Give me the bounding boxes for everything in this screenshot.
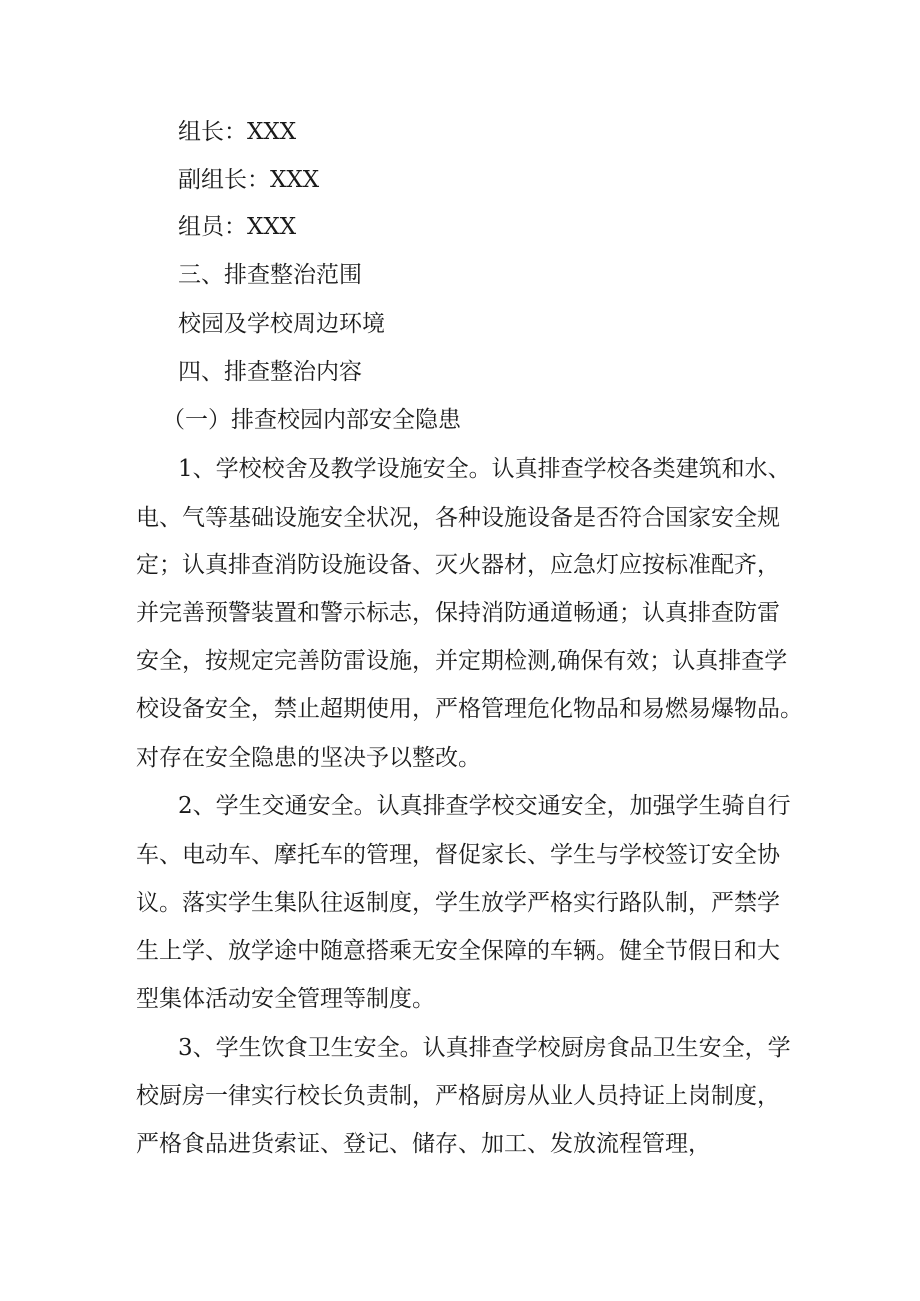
paragraph-1-line-4: 并完善预警装置和警示标志，保持消防通道畅通；认真排查防雷 [136, 600, 780, 626]
section-heading-scope: 三、排查整治范围 [178, 262, 362, 288]
paragraph-1-line-5: 安全，按规定完善防雷设施，并定期检测,确保有效；认真排查学 [136, 648, 788, 674]
team-leader-line: 组长：XXX [178, 119, 297, 145]
paragraph-1-line-2: 电、气等基础设施安全状况，各种设施设备是否符合国家安全规 [136, 505, 780, 531]
paragraph-3-line-2: 校厨房一律实行校长负责制，严格厨房从业人员持证上岗制度， [136, 1083, 780, 1109]
paragraph-3-line-1: 3、学生饮食卫生安全。认真排查学校厨房食品卫生安全，学 [178, 1035, 791, 1061]
subsection-heading-campus: （一）排查校园内部安全隐患 [162, 407, 461, 433]
scope-text: 校园及学校周边环境 [178, 311, 385, 337]
paragraph-1-line-7: 对存在安全隐患的坚决予以整改。 [136, 745, 481, 771]
paragraph-2-line-2: 车、电动车、摩托车的管理，督促家长、学生与学校签订安全协 [136, 842, 780, 868]
paragraph-2-line-1: 2、学生交通安全。认真排查学校交通安全，加强学生骑自行 [178, 793, 791, 819]
deputy-leader-line: 副组长：XXX [178, 167, 320, 193]
team-member-line: 组员：XXX [178, 214, 297, 240]
section-heading-content: 四、排查整治内容 [178, 359, 362, 385]
paragraph-1-line-3: 定；认真排查消防设施设备、灭火器材，应急灯应按标准配齐， [136, 552, 780, 578]
paragraph-2-line-5: 型集体活动安全管理等制度。 [136, 986, 435, 1012]
paragraph-1-line-1: 1、学校校舍及教学设施安全。认真排查学校各类建筑和水、 [178, 456, 791, 482]
paragraph-2-line-4: 生上学、放学途中随意搭乘无安全保障的车辆。健全节假日和大 [136, 938, 780, 964]
paragraph-2-line-3: 议。落实学生集队往返制度，学生放学严格实行路队制，严禁学 [136, 890, 780, 916]
paragraph-1-line-6: 校设备安全，禁止超期使用，严格管理危化物品和易燃易爆物品。 [136, 696, 803, 722]
paragraph-3-line-3: 严格食品进货索证、登记、储存、加工、发放流程管理， [136, 1131, 711, 1157]
